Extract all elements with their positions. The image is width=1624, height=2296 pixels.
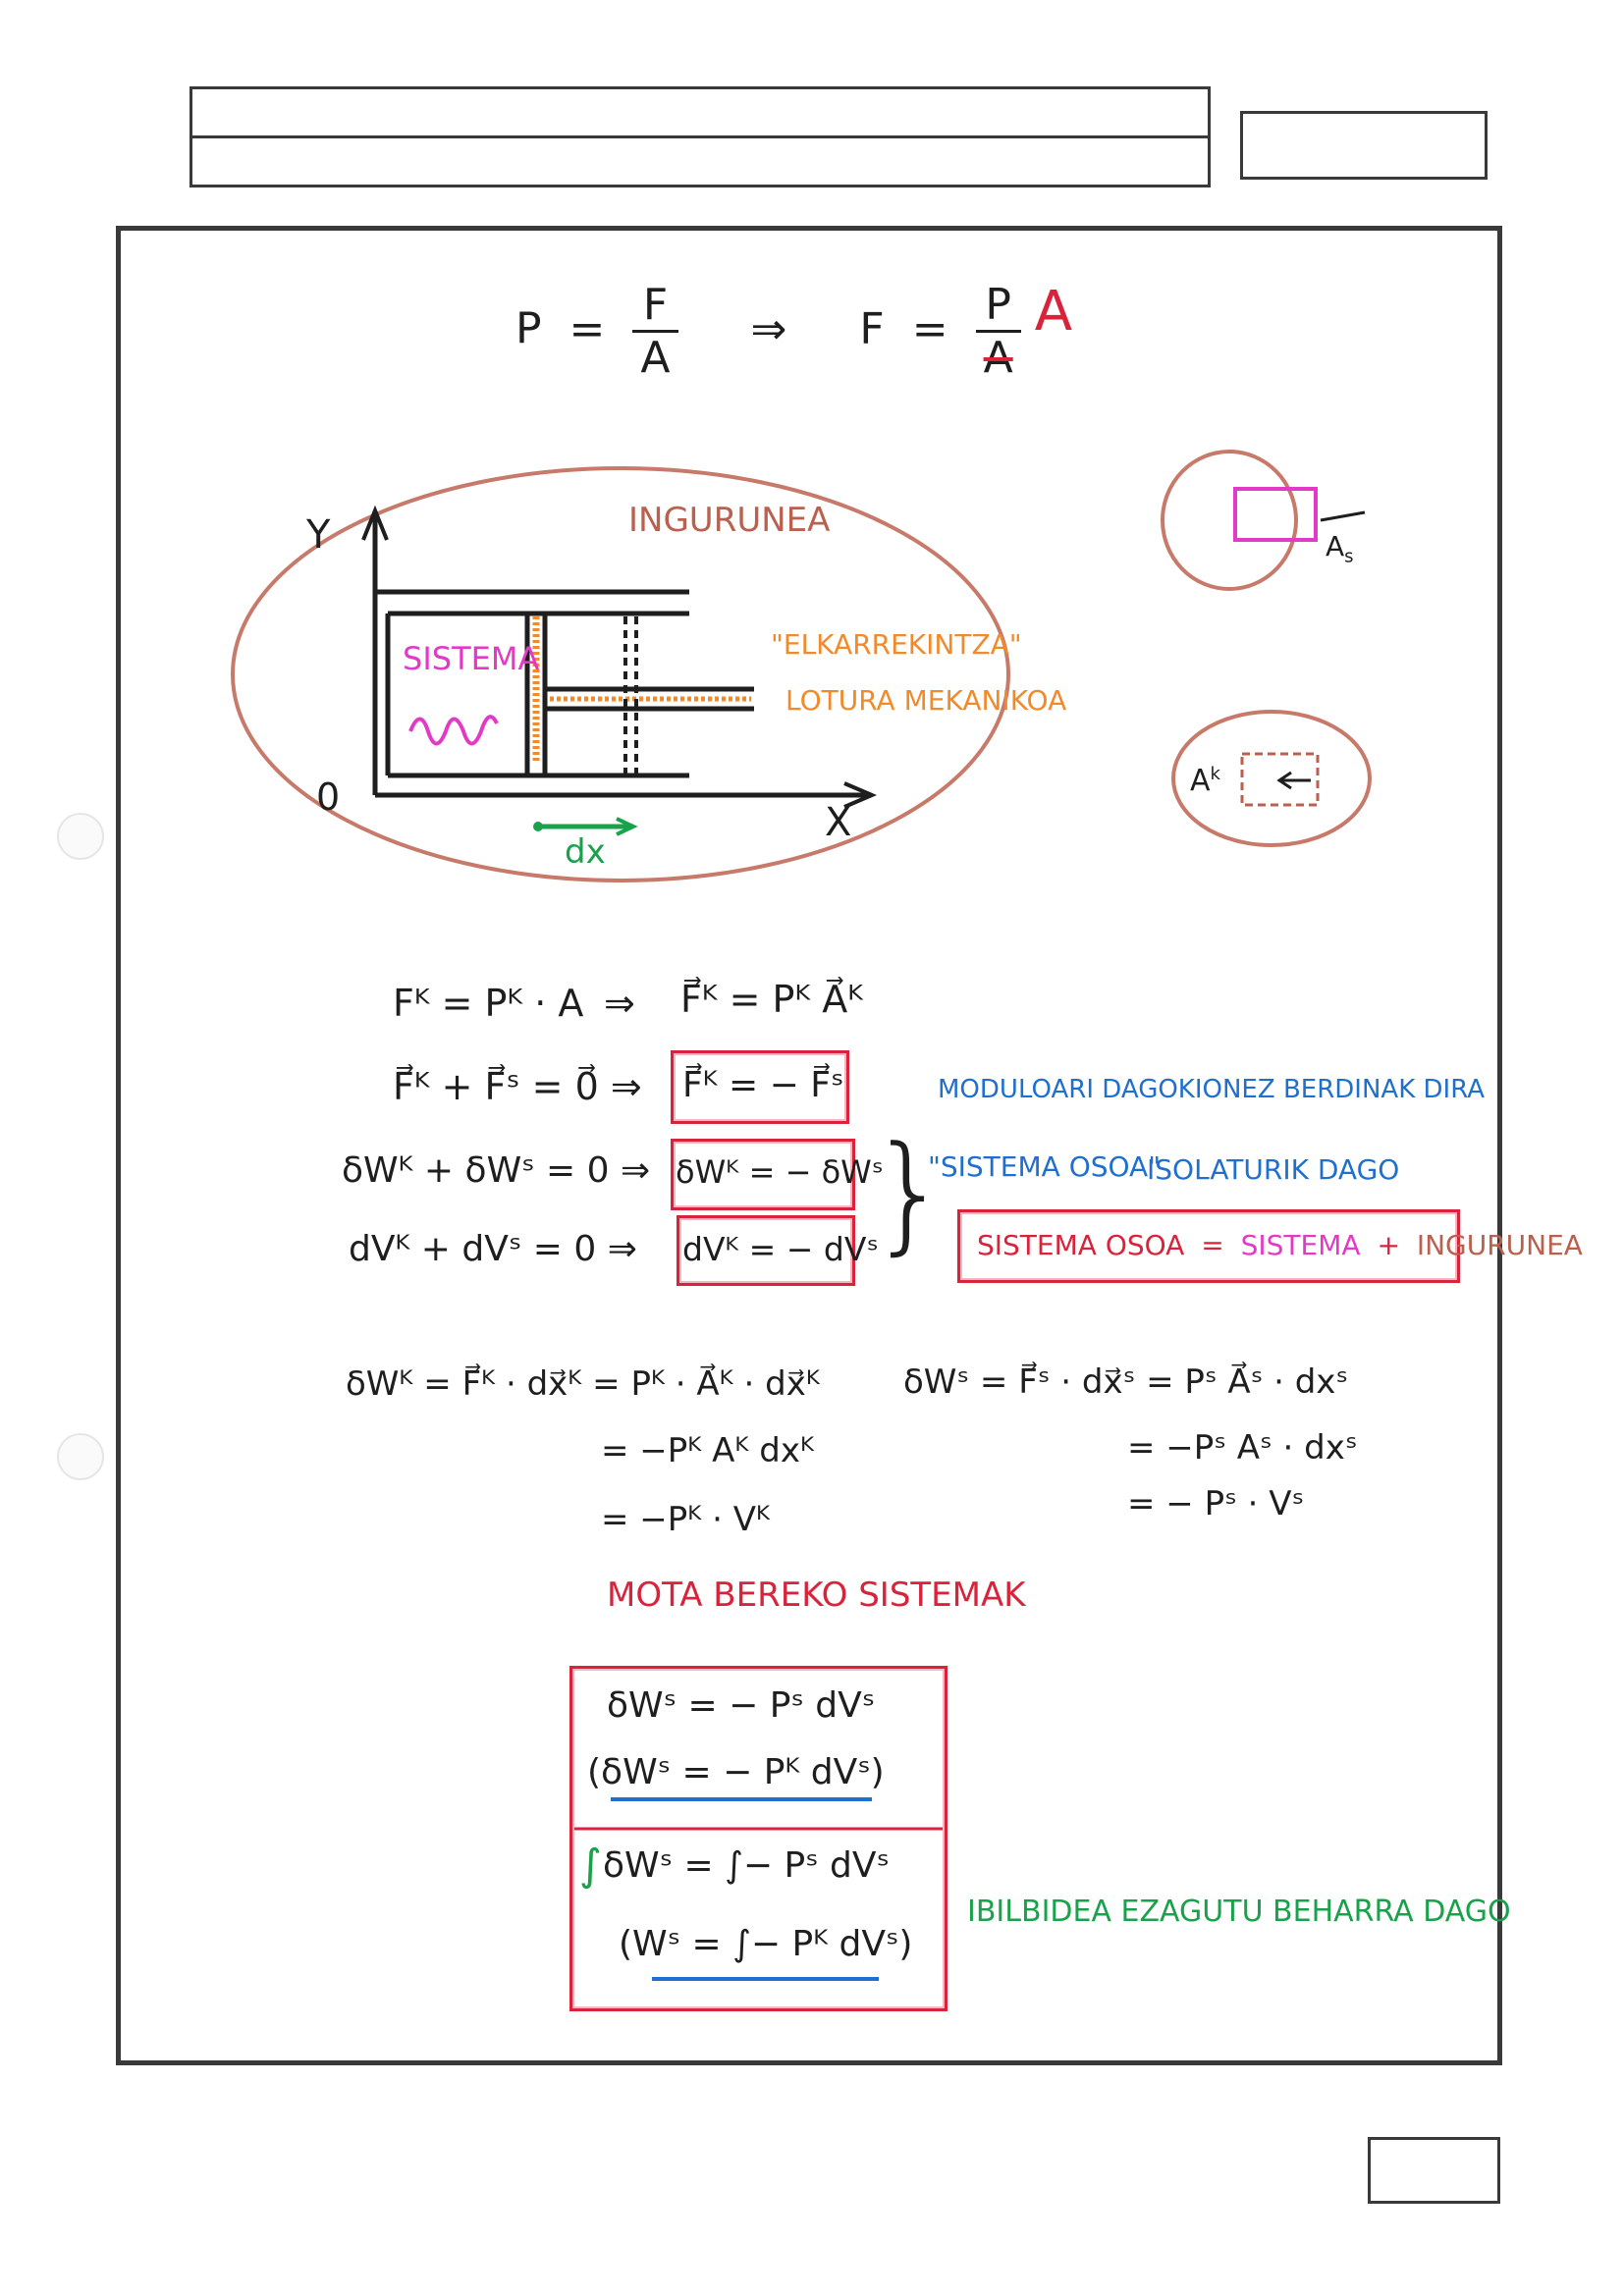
interaction-label-2: LOTURA MEKANIKOA (785, 684, 1067, 717)
eq-symbol-2: = (911, 303, 948, 354)
path-note: IBILBIDEA EZAGUTU BEHARRA DAGO (967, 1895, 1511, 1929)
final-line2: (δWˢ = − Pᴷ dVˢ) (587, 1752, 885, 1792)
eq-row4-left: dVᴷ + dVˢ = 0 ⇒ (349, 1229, 637, 1269)
eq-symbol: = (568, 303, 606, 354)
a-den: A (640, 333, 671, 383)
total-c: INGURUNEA (1416, 1229, 1583, 1261)
eq-row4-box-text: dVᴷ = − dVˢ (682, 1230, 879, 1268)
side-bottom-sup: k (1210, 764, 1220, 784)
work-k-line2: = −Pᴷ Aᴷ dxᴷ (601, 1431, 814, 1470)
eq-row2-left: F⃗ᴷ + F⃗ˢ = 0⃗ ⇒ (393, 1065, 642, 1108)
dx-label: dx (565, 832, 606, 872)
work-s-line1: δWˢ = F⃗ˢ · dx⃗ˢ = Pˢ A⃗ˢ · dxˢ (903, 1362, 1349, 1402)
origin-label: 0 (316, 775, 341, 819)
total-system-eq (977, 1229, 1583, 1261)
p-symbol: P (515, 303, 542, 354)
side-bottom-label (1190, 764, 1220, 798)
side-bottom-a: A (1190, 764, 1211, 798)
a-correction: A (1034, 280, 1073, 344)
work-k-line3: = −Pᴷ · Vᴷ (601, 1500, 771, 1539)
final-line1: δWˢ = − Pˢ dVˢ (607, 1685, 876, 1726)
f-num: F (632, 280, 677, 333)
work-s-line2: = −Pˢ Aˢ · dxˢ (1127, 1428, 1358, 1468)
eq-row3-note-b: ISOLATURIK DAGO (1147, 1153, 1400, 1186)
equation-brace: } (869, 1118, 950, 1267)
eq-row3-left: δWᴷ + δWˢ = 0 ⇒ (342, 1150, 651, 1191)
total-plus: + (1377, 1229, 1400, 1261)
x-axis-label: X (825, 800, 852, 845)
interaction-label-1: "ELKARREKINTZA" (771, 628, 1022, 661)
p-num: P (976, 280, 1021, 333)
work-k-line1: δWᴷ = F⃗ᴷ · dx⃗ᴷ = Pᴷ · A⃗ᴷ · dx⃗ᴷ (346, 1364, 820, 1404)
work-s-line3: = − Pˢ · Vˢ (1127, 1484, 1305, 1523)
total-a: SISTEMA OSOA (977, 1229, 1185, 1261)
eq-row1-left: Fᴷ = Pᴷ · A (393, 982, 584, 1025)
final-line3: δWˢ = ∫− Pˢ dVˢ (603, 1845, 890, 1886)
eq-row3-box-text: δWᴷ = − δWˢ (676, 1153, 884, 1191)
eq-row2-box-text: F⃗ᴷ = − F⃗ˢ (682, 1065, 844, 1105)
eq-row2-note: MODULOARI DAGOKIONEZ BERDINAK DIRA (938, 1075, 1485, 1104)
eq-row1-right: F⃗ᴷ = Pᴷ A⃗ᴷ (680, 978, 863, 1021)
side-top-label (1326, 530, 1354, 567)
final-integral-green: ∫ (579, 1841, 602, 1891)
final-line4: (Wˢ = ∫− Pᴷ dVˢ) (619, 1924, 913, 1964)
implies-symbol: ⇒ (750, 303, 787, 354)
system-label: SISTEMA (403, 640, 540, 677)
eq-row3-note-a: "SISTEMA OSOA" (928, 1150, 1162, 1183)
total-eq: = (1201, 1229, 1224, 1261)
a-crossed: A (983, 333, 1013, 383)
f-symbol: F (859, 303, 885, 354)
total-b: SISTEMA (1240, 1229, 1361, 1261)
eq-row1-mid: ⇒ (604, 982, 635, 1025)
side-top-a: A (1326, 530, 1345, 562)
same-type-title: MOTA BEREKO SISTEMAK (607, 1575, 1026, 1615)
side-top-sub: s (1344, 546, 1354, 567)
y-axis-label: Y (306, 512, 331, 558)
surroundings-label: INGURUNEA (628, 501, 831, 540)
